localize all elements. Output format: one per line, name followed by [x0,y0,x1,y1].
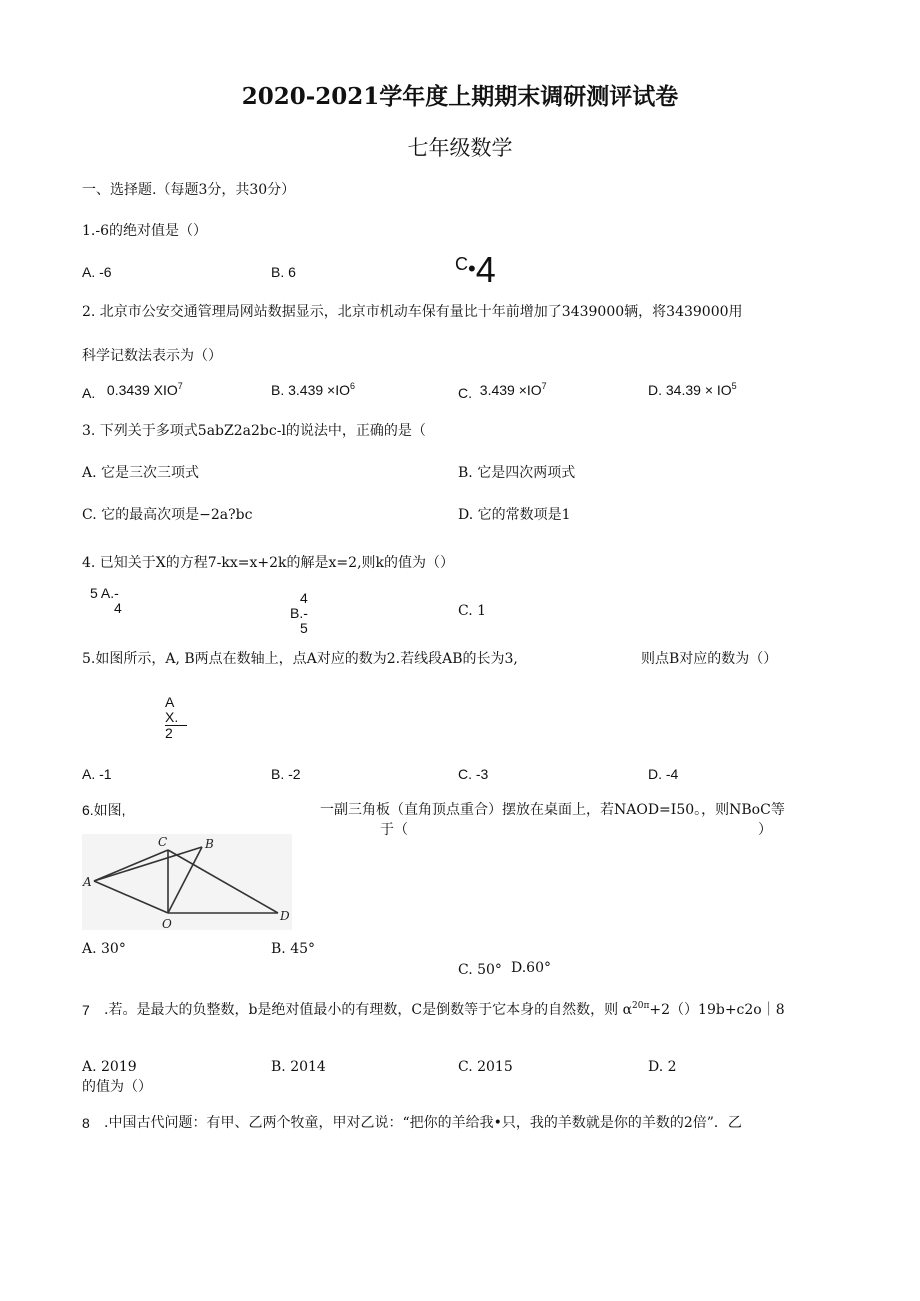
q5-option-b: B. -2 [271,766,301,782]
q6-figure-background [82,834,292,930]
q7-number: 7 [82,1002,90,1018]
q6-option-b: B. 45° [271,941,316,957]
q6-label-a: A [83,875,92,889]
q7-option-c: C. 2015 [458,1059,513,1075]
q8-stem: .中国古代问题：有甲、乙两个牧童，甲对乙说：“把你的羊给我•只，我的羊数就是你的羊数的2倍”．乙 [104,1115,742,1131]
q2-option-a [82,381,183,401]
q5-option-a: A. -1 [82,766,112,782]
q7-stem [104,1002,785,1018]
q7-option-d: D. 2 [648,1059,677,1075]
q4-option-a-label: A.- [100,585,119,601]
q2-stem: 2. 北京市公安交通管理局网站数据显示，北京市机动车保有量比十年前增加了3439000辆，将3439000用 [82,304,743,320]
q2-option-a-base: 0.3439 XIO [106,382,178,398]
section-heading: 一、选择题.（每题3分，共30分） [82,182,296,198]
q5-figure-value: 2 [165,725,187,741]
q4-option-b-numerator: 4 [300,590,308,606]
q6-option-d: D.60° [511,960,551,976]
q1-option-c-dot: • [468,256,476,281]
q4-option-b-denominator: 5 [300,620,308,636]
q6-option-c: C. 50° [458,962,502,978]
q3-option-c: C. 它的最高次项是−2a?bc [82,507,253,523]
q1-option-c-value: 4 [475,249,496,290]
q5-figure [165,695,187,741]
q2-option-d-base: D. 34.39 × IO [648,382,732,398]
q5-stem-right: 则点B对应的数为（） [641,651,778,667]
page-title: 2020-2021学年度上期期末调研测评试卷 [241,83,679,110]
q7-stem-superscript: 20π [632,1001,650,1011]
q6-label: 6.如图, [82,802,126,818]
q6-option-a: A. 30° [82,941,126,957]
q6-triangle-figure [82,834,292,930]
q2-option-c-exp: 7 [541,381,547,391]
q5-option-c: C. -3 [458,766,489,782]
q2-option-a-label: A. [82,385,96,401]
q4-option-a [90,586,122,616]
q4-option-a-numerator: 5 [90,585,98,601]
q2-stem-continued: 科学记数法表示为（） [82,348,222,364]
q2-option-b-base: B. 3.439 ×IO [271,382,350,398]
q5-figure-axis-label: X. [165,709,179,725]
q4-option-b-label: B.- [290,605,308,621]
q5-stem: 5.如图所示，A, B两点在数轴上，点A对应的数为2.若线段AB的长为3, [82,651,518,667]
q6-label-b: B [205,837,214,851]
q7-stem-tail: 的值为（） [82,1079,152,1095]
q4-option-a-denominator: 4 [114,600,122,616]
q5-option-d: D. -4 [648,766,679,782]
q2-option-c-base: 3.439 ×IO [479,382,542,398]
q1-option-c-label: C [455,254,468,274]
q3-stem: 3. 下列关于多项式5abZ2a2bc-l的说法中，正确的是（ [82,423,426,439]
q3-option-d: D. 它的常数项是1 [458,507,571,523]
q7-option-a: A. 2019 [82,1059,137,1075]
q2-option-b [271,382,355,398]
q2-option-d-exp: 5 [731,381,737,391]
q3-option-b: B. 它是四次两项式 [458,465,576,481]
q2-option-c-label: C. [458,385,472,401]
q6-label-o: O [162,917,172,930]
q4-option-b [290,591,308,636]
q2-option-d [648,382,737,398]
q7-stem-expression: +2（）19b+c2o｜8 [649,1002,785,1018]
q6-stem: 一副三角板（直角顶点重合）摆放在桌面上，若NAOD=I50。，则NBoC等 [320,802,785,818]
q4-stem: 4. 已知关于X的方程7-kx=x+2k的解是x=2,则k的值为（） [82,555,455,571]
q6-label-d: D [280,909,290,923]
q1-stem: 1.-6的绝对值是（） [82,223,207,239]
q1-option-c [455,249,496,290]
q6-label-c: C [158,835,168,849]
q4-option-c: C. 1 [458,603,487,619]
q6-stem-continued: 于（ [380,822,408,838]
q7-option-b: B. 2014 [271,1059,326,1075]
q2-option-a-exp: 7 [177,381,183,391]
q6-stem-close: ） [758,822,772,838]
q7-stem-text: .若。是最大的负整数，b是绝对值最小的有理数，C是倒数等于它本身的自然数，则 α [104,1002,633,1018]
q1-option-b: B. 6 [271,264,296,280]
q5-figure-point-a: A [165,694,175,710]
page-subtitle: 七年级数学 [407,136,513,160]
q2-option-b-exp: 6 [350,381,356,391]
q2-option-c [458,381,547,401]
q1-option-a: A. -6 [82,264,112,280]
q3-option-a: A. 它是三次三项式 [82,465,200,481]
q8-number: 8 [82,1115,90,1131]
